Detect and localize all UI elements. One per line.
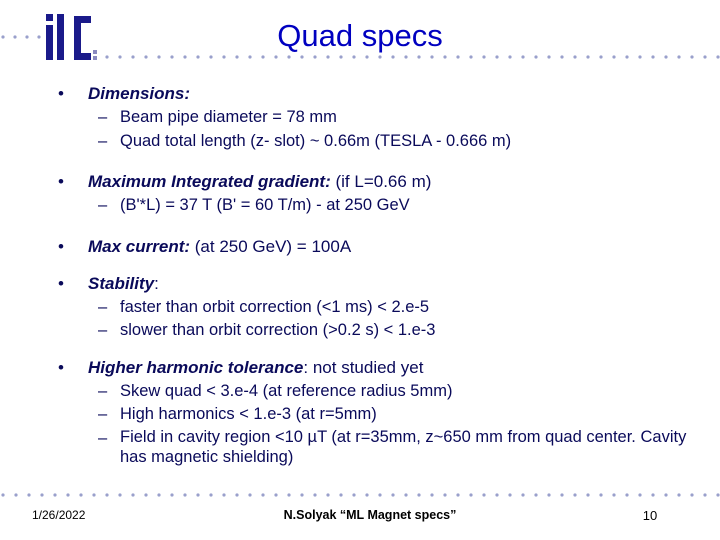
decorative-dot [144,493,147,496]
decorative-dot [404,493,407,496]
decorative-dot [391,493,394,496]
decorative-dot [183,55,186,58]
decorative-dot [105,55,108,58]
decorative-dot [92,493,95,496]
decorative-dot [716,493,719,496]
decorative-dot [573,493,576,496]
decorative-dot [326,55,329,58]
decorative-dot [625,55,628,58]
decorative-dot [612,55,615,58]
sub-item [58,194,708,218]
decorative-dot [677,55,680,58]
decorative-dot [365,493,368,496]
sub-dash: – [98,321,108,339]
decorative-dot [313,55,316,58]
decorative-dot [1,493,4,496]
sub-item [58,319,708,343]
decorative-dot [300,55,303,58]
decorative-dot [25,35,28,38]
decorative-dot [378,493,381,496]
bullet-label: Dimensions: [88,84,191,103]
decorative-dot [482,493,485,496]
decorative-dot [131,493,134,496]
slide-content [58,82,708,467]
decorative-dot [703,493,706,496]
footer-date: 1/26/2022 [32,508,86,522]
sub-item-text: (B'*L) = 37 T (B' = 60 T/m) - at 250 GeV [120,196,410,214]
decorative-dot [651,55,654,58]
decorative-dot [482,55,485,58]
bullet-dimensions [58,82,708,153]
decorative-dot [612,493,615,496]
decorative-dot [573,55,576,58]
sub-item-text: High harmonics < 1.e-3 (at r=5mm) [120,405,377,423]
decorative-dot [222,55,225,58]
decorative-dot [209,493,212,496]
bullet-label: Higher harmonic tolerance [88,357,304,377]
decorative-dot [664,55,667,58]
decorative-dot [144,55,147,58]
sub-item [58,296,708,320]
decorative-dot [443,55,446,58]
decorative-dot [560,55,563,58]
bullet-rest: : [154,273,159,293]
decorative-dot [495,55,498,58]
decorative-dot [625,493,628,496]
sub-item-text: faster than orbit correction (<1 ms) < 2.e-5 [120,297,430,316]
bullet-dot: • [58,357,64,377]
decorative-dot [209,55,212,58]
decorative-dot [469,493,472,496]
sub-item-text: Beam pipe diameter = 78 mm [120,108,337,126]
decorative-dot [664,493,667,496]
decorative-dot [118,493,121,496]
decorative-dot [456,55,459,58]
decorative-dot [118,55,121,58]
top-right-dotted-line [104,54,720,60]
decorative-dot [365,55,368,58]
decorative-dot [287,55,290,58]
decorative-dot [170,55,173,58]
sub-dash: – [98,108,108,126]
bottom-dotted-line [0,492,720,498]
decorative-dot [677,493,680,496]
ilc-logo [44,10,98,64]
decorative-dot [443,493,446,496]
slide-title: Quad specs [277,18,443,53]
decorative-dot [66,493,69,496]
top-left-dotted-line [0,34,44,40]
decorative-dot [1,35,4,38]
bullet-stability [58,272,708,343]
decorative-dot [248,55,251,58]
decorative-dot [651,493,654,496]
decorative-dot [339,493,342,496]
decorative-dot [196,493,199,496]
sub-dash: – [98,428,108,447]
bullet-dot: • [58,172,64,191]
page-number: 10 [642,508,658,523]
sub-dash: – [98,381,108,400]
sub-dash: – [98,405,108,423]
decorative-dot [248,493,251,496]
decorative-dot [274,55,277,58]
decorative-dot [53,493,56,496]
decorative-dot [508,493,511,496]
decorative-dot [79,493,82,496]
decorative-dot [495,493,498,496]
decorative-dot [508,55,511,58]
decorative-dot [521,55,524,58]
decorative-dot [313,493,316,496]
sub-dash: – [98,196,108,214]
decorative-dot [599,55,602,58]
decorative-dot [157,55,160,58]
decorative-dot [690,493,693,496]
decorative-dot [131,55,134,58]
decorative-dot [300,493,303,496]
decorative-dot [599,493,602,496]
decorative-dot [703,55,706,58]
decorative-dot [534,493,537,496]
bullet-higher-harmonic [58,356,708,467]
sub-item [58,130,708,154]
sub-item-text: Skew quad < 3.e-4 (at reference radius 5mm) [120,381,453,400]
decorative-dot [586,493,589,496]
bullet-rest: (at 250 GeV) = 100A [190,236,352,256]
sub-item [58,380,708,404]
bullet-dot: • [58,273,64,293]
decorative-dot [521,493,524,496]
decorative-dot [430,55,433,58]
decorative-dot [14,493,17,496]
bullet-label: Max current: [88,236,191,256]
sub-item [58,403,708,427]
decorative-dot [638,55,641,58]
decorative-dot [547,55,550,58]
decorative-dot [456,493,459,496]
decorative-dot [196,55,199,58]
decorative-dot [235,55,238,58]
footer-author: N.Solyak “ML Magnet specs” [283,508,457,522]
decorative-dot [586,55,589,58]
bullet-label: Maximum Integrated gradient: [88,172,331,191]
sub-item-text: Field in cavity region <10 µT (at r=35mm, z~650 mm from quad center. Cavity has magnetic shielding) [120,427,687,466]
decorative-dot [690,55,693,58]
decorative-dot [222,493,225,496]
sub-dash: – [98,297,108,316]
decorative-dot [261,55,264,58]
decorative-dot [352,55,355,58]
decorative-dot [417,493,420,496]
decorative-dot [547,493,550,496]
bullet-max-gradient [58,170,708,218]
decorative-dot [105,493,108,496]
bullet-rest: (if L=0.66 m) [330,172,432,191]
decorative-dot [40,493,43,496]
decorative-dot [430,493,433,496]
sub-item [58,427,708,467]
decorative-dot [326,493,329,496]
decorative-dot [378,55,381,58]
decorative-dot [534,55,537,58]
sub-item [58,106,708,130]
decorative-dot [638,493,641,496]
decorative-dot [27,493,30,496]
decorative-dot [469,55,472,58]
bullet-rest: : not studied yet [303,357,424,377]
decorative-dot [417,55,420,58]
decorative-dot [13,35,16,38]
decorative-dot [287,493,290,496]
bullet-max-current [58,235,708,259]
decorative-dot [352,493,355,496]
decorative-dot [235,493,238,496]
decorative-dot [339,55,342,58]
decorative-dot [274,493,277,496]
decorative-dot [183,493,186,496]
sub-item-text: Quad total length (z- slot) ~ 0.66m (TESLA - 0.666 m) [120,131,512,150]
bullet-dot: • [58,236,64,256]
decorative-dot [170,493,173,496]
decorative-dot [157,493,160,496]
decorative-dot [261,493,264,496]
sub-dash: – [98,131,108,150]
sub-item-text: slower than orbit correction (>0.2 s) < 1.e-3 [120,321,436,339]
bullet-dot: • [58,84,64,103]
decorative-dot [391,55,394,58]
bullet-label: Stability [88,273,155,293]
decorative-dot [404,55,407,58]
decorative-dot [560,493,563,496]
decorative-dot [37,35,40,38]
decorative-dot [716,55,719,58]
